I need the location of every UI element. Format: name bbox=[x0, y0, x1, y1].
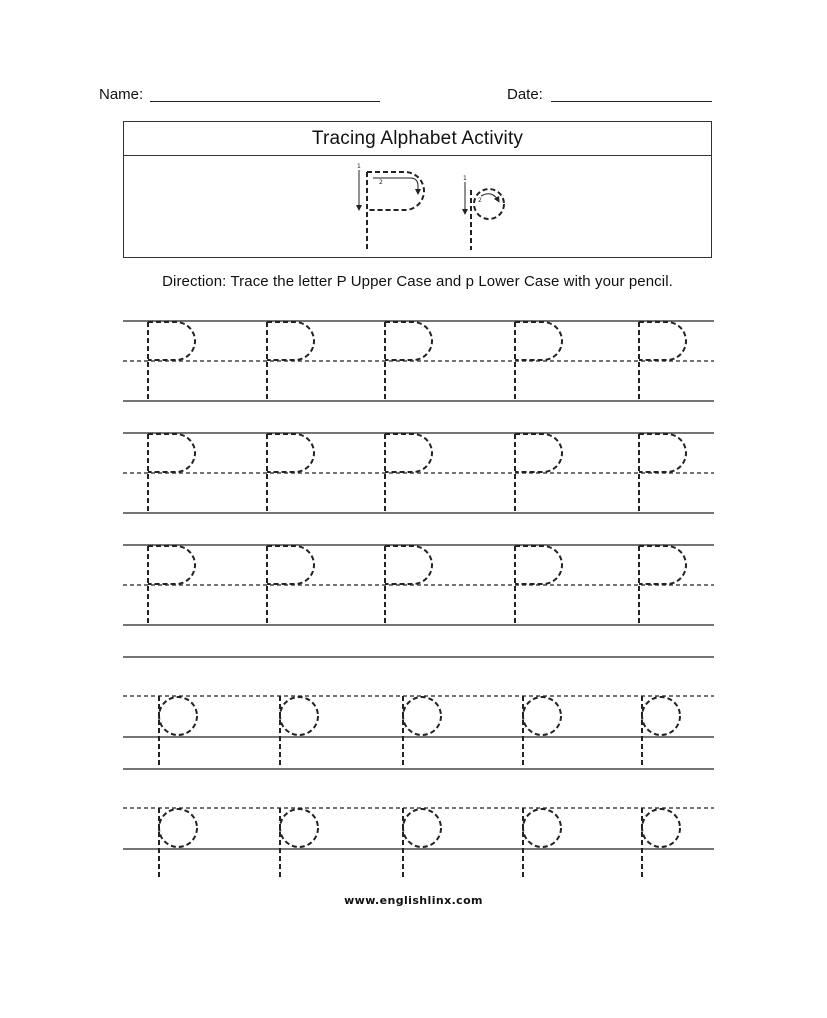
trace-lowercase-p[interactable] bbox=[280, 696, 318, 765]
demo-uppercase-p bbox=[367, 172, 424, 250]
date-label: Date: bbox=[507, 86, 543, 103]
demo-lowercase-stroke-1: 1 bbox=[463, 175, 467, 182]
trace-lowercase-p[interactable] bbox=[523, 808, 561, 877]
direction-text: Direction: Trace the letter P Upper Case and p Lower Case with your pencil. bbox=[162, 273, 673, 290]
demo-lowercase-p bbox=[471, 189, 504, 250]
demo-uppercase-stroke-2: 2 bbox=[379, 179, 383, 186]
trace-lowercase-p[interactable] bbox=[403, 808, 441, 877]
trace-lowercase-p[interactable] bbox=[642, 696, 680, 765]
trace-lowercase-p[interactable] bbox=[642, 808, 680, 877]
trace-lowercase-p[interactable] bbox=[280, 808, 318, 877]
demo-uppercase-stroke-1: 1 bbox=[357, 163, 361, 170]
practice-rows bbox=[123, 321, 714, 877]
trace-lowercase-p[interactable] bbox=[403, 696, 441, 765]
trace-lowercase-p[interactable] bbox=[159, 808, 197, 877]
name-label: Name: bbox=[99, 86, 144, 103]
activity-title: Tracing Alphabet Activity bbox=[311, 128, 524, 149]
trace-lowercase-p[interactable] bbox=[159, 696, 197, 765]
demo-lowercase-stroke-2: 2 bbox=[478, 197, 482, 204]
footer-website: www.englishlinx.com bbox=[344, 894, 483, 907]
trace-lowercase-p[interactable] bbox=[523, 696, 561, 765]
